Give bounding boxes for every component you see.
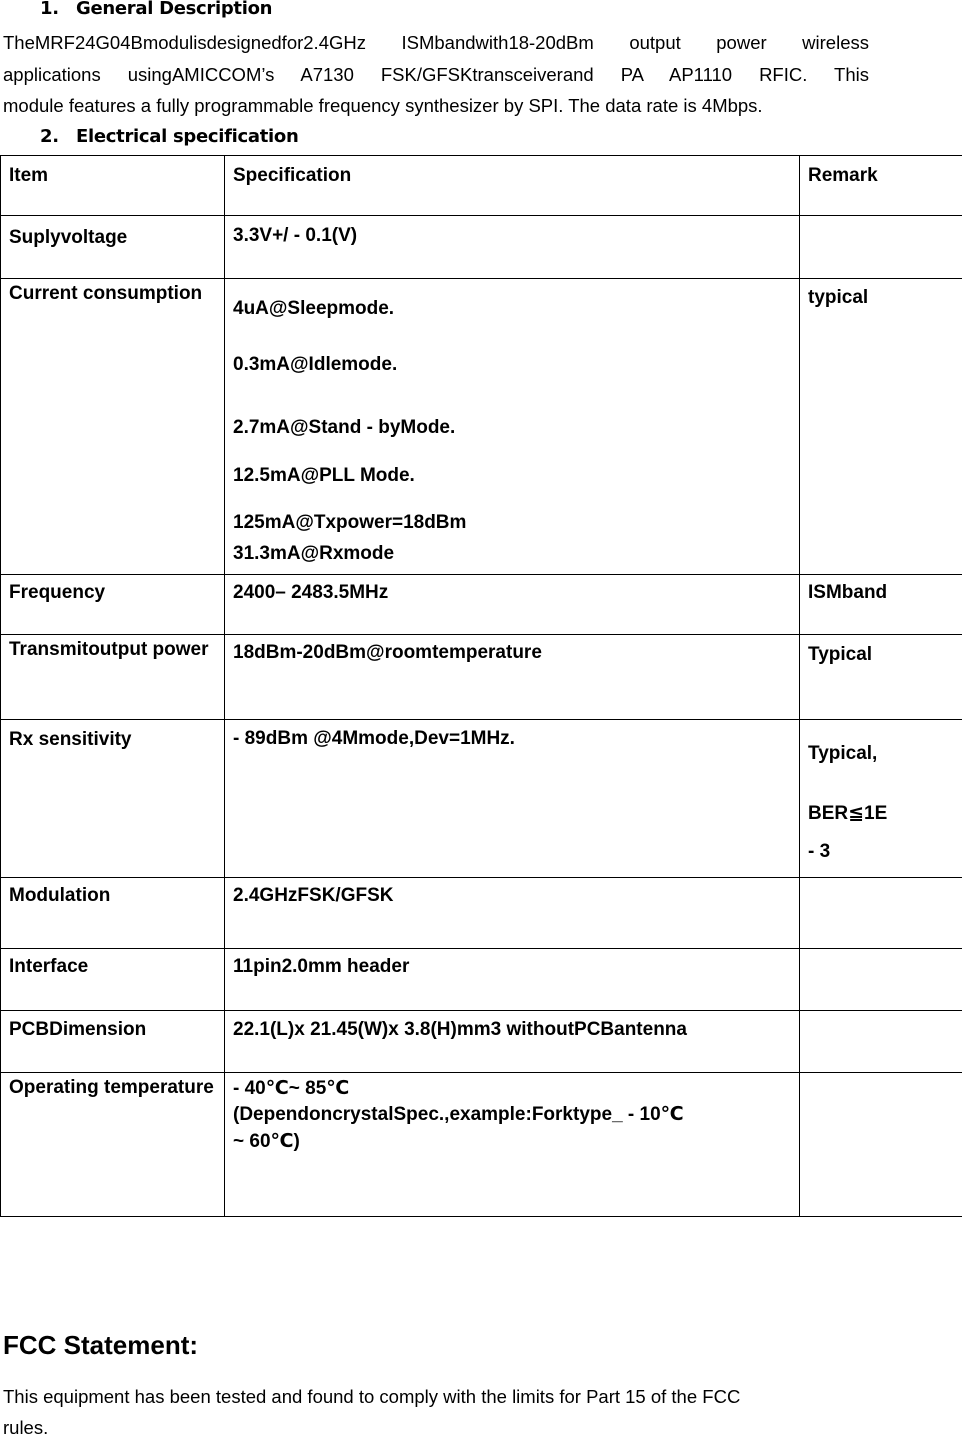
table-row [1, 949, 962, 1011]
spec-line: 0.3mA@Idlemode. [233, 353, 791, 376]
spec-cell: 2400– 2483.5MHz [225, 575, 800, 635]
remark-cell [800, 1011, 962, 1073]
spec-cell [225, 279, 800, 575]
section-title: General Description [76, 0, 272, 19]
spec-line: 12.5mA@PLL Mode. [233, 464, 791, 487]
general-description [3, 27, 869, 122]
remark-line: Typical, [808, 742, 954, 765]
remark-cell [800, 878, 962, 949]
spec-line: - 40℃~ 85℃ [233, 1077, 791, 1100]
remark-cell [800, 216, 962, 279]
table-row [1, 720, 962, 878]
remark-cell [800, 720, 962, 878]
spec-cell: 11pin2.0mm header [225, 949, 800, 1011]
fcc-line: This equipment has been tested and found to comply with the limits for Part 15 of the FCC [3, 1381, 863, 1412]
spec-line: 4uA@Sleepmode. [233, 297, 791, 320]
spec-cell: 3.3V+/ - 0.1(V) [225, 216, 800, 279]
spec-line: 31.3mA@Rxmode [233, 542, 791, 565]
table-row [1, 279, 962, 575]
description-line: applications usingAMICCOM’s A7130 FSK/GFSKtransceiverand PA AP1110 RFIC. This [3, 59, 869, 91]
description-line: TheMRF24G04Bmodulisdesignedfor2.4GHz ISMbandwith18-20dBm output power wireless [3, 27, 869, 59]
header-remark: Remark [800, 156, 962, 216]
table-row [1, 878, 962, 949]
spec-line: (DependoncrystalSpec.,example:Forktype_ - 10℃ [233, 1103, 791, 1126]
table-row [1, 1073, 962, 1217]
item-cell: Operating temperature [1, 1073, 225, 1217]
item-cell: PCBDimension [1, 1011, 225, 1073]
description-line: module features a fully programmable frequency synthesizer by SPI. The data rate is 4Mbps. [3, 90, 869, 122]
spec-line: 125mA@Txpower=18dBm [233, 511, 791, 534]
fcc-line: rules. [3, 1412, 863, 1443]
section-number: 1. [40, 0, 59, 19]
remark-cell: typical [800, 279, 962, 575]
remark-line: BER≦1E [808, 802, 954, 825]
table-row [1, 575, 962, 635]
spec-cell: 22.1(L)x 21.45(W)x 3.8(H)mm3 withoutPCBantenna [225, 1011, 800, 1073]
table-row [1, 216, 962, 279]
remark-cell [800, 949, 962, 1011]
spec-cell: - 89dBm @4Mmode,Dev=1MHz. [225, 720, 800, 878]
table-row [1, 635, 962, 720]
table-row [1, 1011, 962, 1073]
remark-cell [800, 1073, 962, 1217]
item-cell: Suplyvoltage [1, 216, 225, 279]
header-spec: Specification [225, 156, 800, 216]
section-title: Electrical specification [76, 126, 298, 147]
spec-cell: 18dBm-20dBm@roomtemperature [225, 635, 800, 720]
spec-cell: 2.4GHzFSK/GFSK [225, 878, 800, 949]
item-cell: Current consumption [1, 279, 225, 575]
item-cell: Rx sensitivity [1, 720, 225, 878]
fcc-statement-title: FCC Statement: [3, 1330, 198, 1361]
spec-line: 2.7mA@Stand - byMode. [233, 416, 791, 439]
item-cell: Modulation [1, 878, 225, 949]
item-cell: Frequency [1, 575, 225, 635]
spec-cell [225, 1073, 800, 1217]
remark-line: - 3 [808, 840, 954, 863]
table-header-row [1, 156, 962, 216]
item-cell: Transmitoutput power [1, 635, 225, 720]
header-item: Item [1, 156, 225, 216]
item-cell: Interface [1, 949, 225, 1011]
remark-cell: Typical [800, 635, 962, 720]
remark-cell: ISMband [800, 575, 962, 635]
section-number: 2. [40, 126, 59, 147]
spec-line: ~ 60℃) [233, 1130, 791, 1153]
electrical-spec-table [0, 155, 962, 1217]
